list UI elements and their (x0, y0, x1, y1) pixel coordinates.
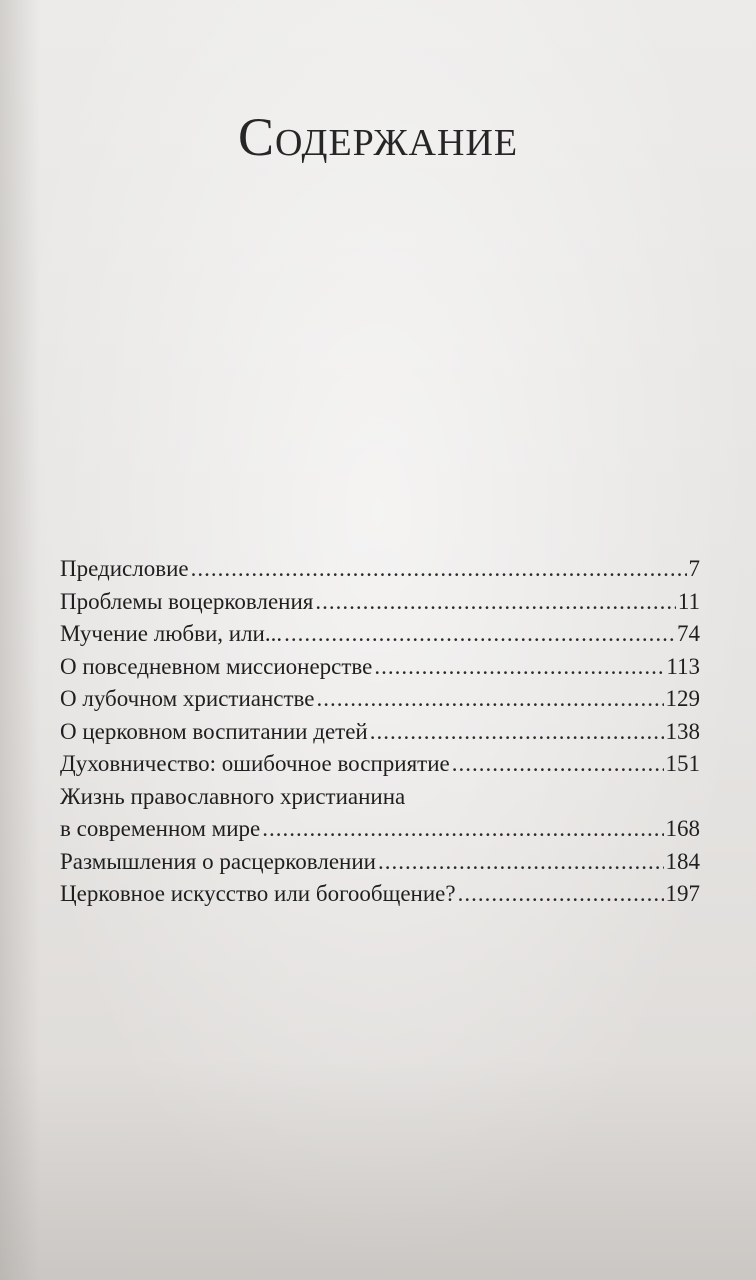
toc-leader-dots (316, 683, 663, 716)
toc-leader-dots (378, 846, 664, 879)
toc-entry-page: 7 (688, 556, 700, 581)
toc-entry-page: 74 (677, 621, 700, 646)
toc-entry-page: 138 (665, 718, 700, 744)
toc-leader-dots (370, 716, 664, 749)
toc-entry-page: 11 (677, 588, 700, 614)
toc-entry (60, 586, 700, 619)
toc-entry (60, 878, 700, 911)
toc-leader-dots (315, 586, 675, 619)
toc-leader-dots (458, 878, 664, 911)
toc-entry-label: Размышления о расцерковлении (60, 848, 376, 874)
toc-entry-label: О церковном воспитании детей (60, 718, 368, 744)
page-title-text: Содержание (237, 107, 519, 167)
toc-entry-label: Духовничество: ошибочное восприятие (60, 751, 450, 776)
toc-entry-label: Церковное искусство или богообщение? (60, 881, 456, 906)
toc-entry-label-line1: Жизнь православного христианина (60, 783, 406, 809)
toc-entry-label: Проблемы воцерковления (60, 588, 314, 614)
toc-entry-page: 197 (665, 881, 700, 906)
toc-entry-label: Мучение любви, или... (60, 621, 283, 646)
toc-entry (60, 716, 700, 749)
toc-entry-label: О повседневном миссионерстве (60, 653, 373, 679)
toc-entry-label: в современном мире (60, 816, 261, 841)
toc-entry (60, 553, 700, 586)
page-title (0, 106, 756, 168)
toc-entry-page: 151 (665, 751, 700, 776)
toc-entry-page: 129 (665, 686, 700, 711)
toc-leader-dots (284, 618, 675, 651)
toc-entry (60, 618, 700, 651)
toc-entry-page: 168 (665, 816, 700, 841)
toc-entry-label: О лубочном христианстве (60, 686, 315, 711)
toc-leader-dots (262, 813, 663, 846)
toc-leader-dots (374, 651, 664, 684)
toc-entry (60, 683, 700, 716)
toc-entry (60, 846, 700, 879)
toc-entry (60, 813, 700, 846)
toc-leader-dots (452, 748, 664, 781)
toc-entry-label: Предисловие (60, 556, 189, 581)
toc-entry-page: 113 (666, 653, 700, 679)
toc-leader-dots (191, 553, 687, 586)
table-of-contents (60, 553, 700, 911)
toc-entry (60, 748, 700, 781)
toc-entry-page: 184 (665, 848, 700, 874)
toc-entry (60, 651, 700, 684)
page-shadow-bottom (0, 1060, 756, 1280)
